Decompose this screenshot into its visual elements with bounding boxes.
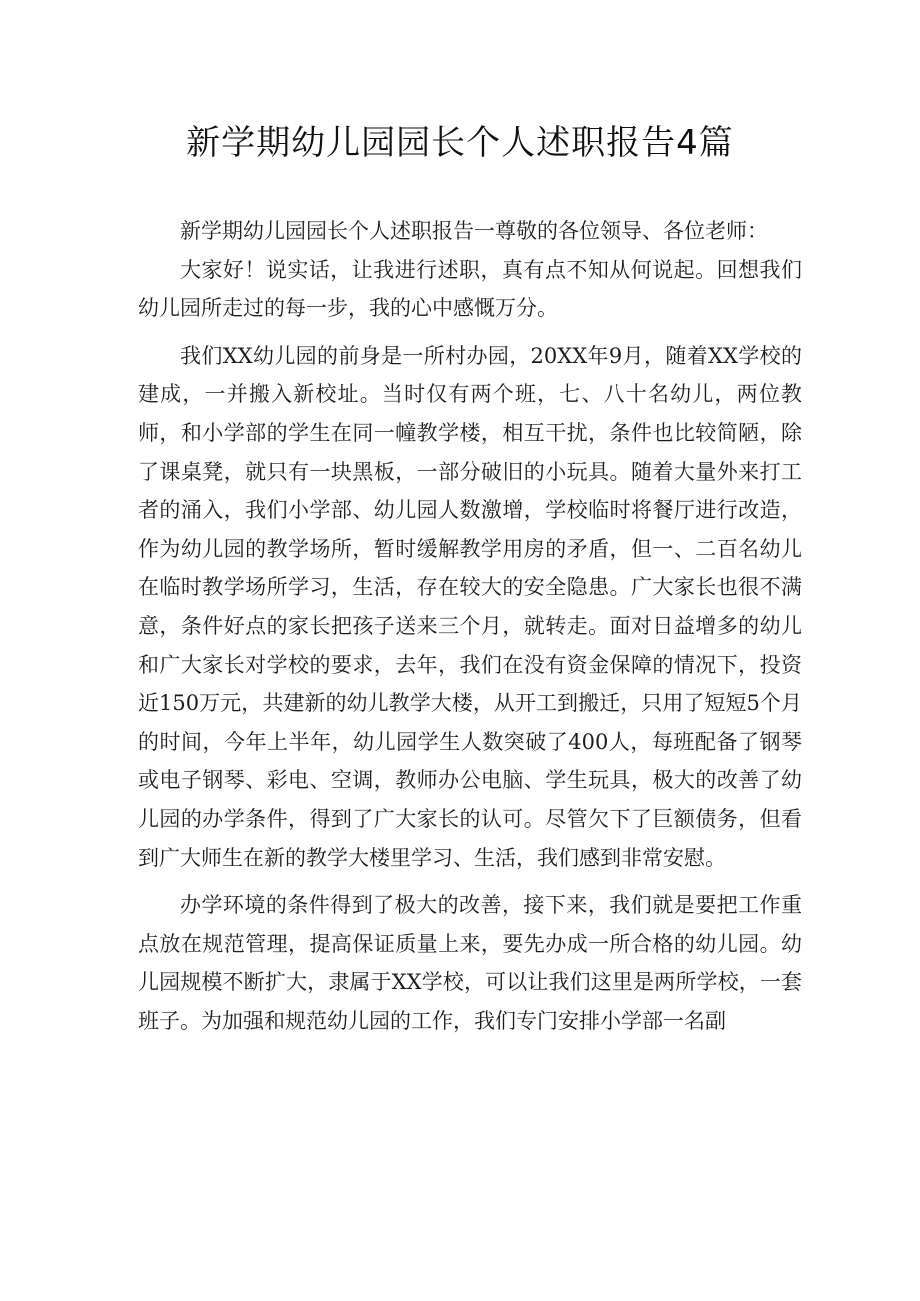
document-body — [138, 212, 802, 1040]
paragraph-opening: 大家好！说实话，让我进行述职，真有点不知从何说起。回想我们幼儿园所走过的每一步，我的心中感慨万分。 — [138, 257, 802, 321]
paragraph-history: 我们XX幼儿园的前身是一所村办园，20XX年9月，随着XX学校的建成，一并搬入新校址。当时仅有两个班，七、八十名幼儿，两位教师，和小学部的学生在同一幢教学楼，相互干扰，条件也比较简陋，除了课桌凳，就只有一块黑板，一部分破旧的小玩具。随着大量外来打工者的涌入，我们小学部、幼儿园人数激增，学校临时将餐厅进行改造，作为幼儿园的教学场所，暂时缓解教学用房的矛盾，但一、二百名幼儿在临时教学场所学习，生活，存在较大的安全隐患。广大家长也很不满意，条件好点的家长把孩子送来三个月，就转走。面对日益增多的幼儿和广大家长对学校的要求，去年，我们在没有资金保障的情况下，投资近150万元，共建新的幼儿教学大楼，从开工到搬迁，只用了短短5个月的时间，今年上半年，幼儿园学生人数突破了400人，每班配备了钢琴或电子钢琴、彩电、空调，教师办公电脑、学生玩具，极大的改善了幼儿园的办学条件，得到了广大家长的认可。尽管欠下了巨额债务，但看到广大师生在新的教学大楼里学习、生活，我们感到非常安慰。 — [138, 343, 802, 870]
paragraph-greeting: 新学期幼儿园园长个人述职报告一尊敬的各位领导、各位老师： — [180, 219, 768, 243]
document-title: 新学期幼儿园园长个人述职报告4篇 — [186, 123, 734, 163]
paragraph-management: 办学环境的条件得到了极大的改善，接下来，我们就是要把工作重点放在规范管理，提高保证质量上来，要先办成一所合格的幼儿园。幼儿园规模不断扩大，隶属于XX学校，可以让我们这里是两所学校，一套班子。为加强和规范幼儿园的工作，我们专门安排小学部一名副 — [138, 893, 802, 1033]
